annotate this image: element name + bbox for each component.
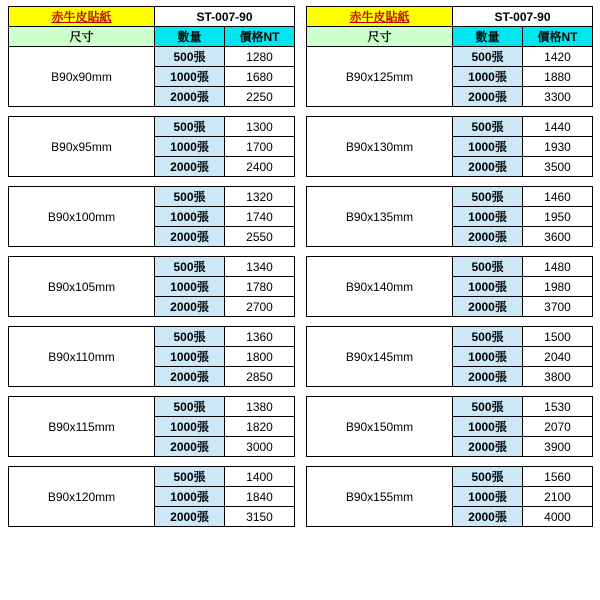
size-cell: B90x105mm [9, 257, 155, 317]
price-cell: 1980 [523, 277, 593, 297]
size-cell: B90x100mm [9, 187, 155, 247]
brand-title: 赤牛皮貼紙 [9, 7, 155, 27]
quantity-cell: 1000張 [155, 137, 225, 157]
price-table [306, 186, 593, 247]
quantity-cell: 1000張 [453, 417, 523, 437]
price-cell: 1420 [523, 47, 593, 67]
price-cell: 2700 [225, 297, 295, 317]
price-cell: 1840 [225, 487, 295, 507]
size-cell: B90x120mm [9, 467, 155, 527]
table-row [9, 467, 295, 487]
brand-title: 赤牛皮貼紙 [307, 7, 453, 27]
size-cell: B90x130mm [307, 117, 453, 177]
price-cell: 1880 [523, 67, 593, 87]
quantity-cell: 1000張 [453, 277, 523, 297]
quantity-cell: 500張 [453, 397, 523, 417]
size-cell: B90x140mm [307, 257, 453, 317]
price-cell: 1360 [225, 327, 295, 347]
size-cell: B90x95mm [9, 117, 155, 177]
price-table [8, 396, 295, 457]
size-cell: B90x110mm [9, 327, 155, 387]
price-cell: 2400 [225, 157, 295, 177]
price-cell: 3800 [523, 367, 593, 387]
size-cell: B90x125mm [307, 47, 453, 107]
column-header-size: 尺寸 [9, 27, 155, 47]
price-list-right-column [306, 6, 592, 536]
price-cell: 1560 [523, 467, 593, 487]
table-title-row [9, 7, 295, 27]
quantity-cell: 1000張 [155, 417, 225, 437]
price-list-left-column [8, 6, 294, 536]
price-cell: 1530 [523, 397, 593, 417]
price-table [306, 396, 593, 457]
quantity-cell: 500張 [453, 47, 523, 67]
quantity-cell: 1000張 [155, 67, 225, 87]
quantity-cell: 2000張 [453, 157, 523, 177]
column-header-size: 尺寸 [307, 27, 453, 47]
price-cell: 4000 [523, 507, 593, 527]
price-table [306, 256, 593, 317]
quantity-cell: 1000張 [155, 207, 225, 227]
quantity-cell: 500張 [155, 257, 225, 277]
table-row [307, 467, 593, 487]
table-row [9, 187, 295, 207]
quantity-cell: 500張 [453, 257, 523, 277]
price-cell: 1950 [523, 207, 593, 227]
table-row [9, 327, 295, 347]
price-cell: 2040 [523, 347, 593, 367]
price-cell: 1340 [225, 257, 295, 277]
quantity-cell: 2000張 [155, 227, 225, 247]
price-cell: 1460 [523, 187, 593, 207]
table-row [9, 257, 295, 277]
quantity-cell: 2000張 [155, 87, 225, 107]
quantity-cell: 500張 [453, 467, 523, 487]
size-cell: B90x155mm [307, 467, 453, 527]
quantity-cell: 1000張 [155, 347, 225, 367]
quantity-cell: 2000張 [453, 367, 523, 387]
size-cell: B90x145mm [307, 327, 453, 387]
column-header-price: 價格NT [523, 27, 593, 47]
quantity-cell: 500張 [453, 187, 523, 207]
column-header-quantity: 數量 [453, 27, 523, 47]
price-table [8, 326, 295, 387]
price-cell: 2070 [523, 417, 593, 437]
price-cell: 1820 [225, 417, 295, 437]
quantity-cell: 1000張 [453, 67, 523, 87]
table-header-row [9, 27, 295, 47]
price-table [8, 186, 295, 247]
price-cell: 3600 [523, 227, 593, 247]
quantity-cell: 1000張 [453, 137, 523, 157]
quantity-cell: 1000張 [453, 207, 523, 227]
product-code: ST-007-90 [453, 7, 593, 27]
price-cell: 1740 [225, 207, 295, 227]
price-cell: 1280 [225, 47, 295, 67]
table-row [9, 397, 295, 417]
size-cell: B90x150mm [307, 397, 453, 457]
price-cell: 1680 [225, 67, 295, 87]
table-row [307, 47, 593, 67]
table-row [9, 117, 295, 137]
table-row [307, 117, 593, 137]
quantity-cell: 500張 [155, 397, 225, 417]
product-code: ST-007-90 [155, 7, 295, 27]
price-cell: 3900 [523, 437, 593, 457]
price-cell: 1930 [523, 137, 593, 157]
quantity-cell: 500張 [453, 327, 523, 347]
quantity-cell: 2000張 [155, 157, 225, 177]
table-title-row [307, 7, 593, 27]
quantity-cell: 500張 [155, 47, 225, 67]
price-cell: 3300 [523, 87, 593, 107]
price-cell: 1800 [225, 347, 295, 367]
quantity-cell: 500張 [453, 117, 523, 137]
quantity-cell: 2000張 [453, 507, 523, 527]
quantity-cell: 500張 [155, 327, 225, 347]
price-cell: 2550 [225, 227, 295, 247]
quantity-cell: 500張 [155, 117, 225, 137]
quantity-cell: 1000張 [453, 347, 523, 367]
quantity-cell: 2000張 [453, 297, 523, 317]
price-table [306, 6, 593, 107]
quantity-cell: 2000張 [453, 437, 523, 457]
table-row [307, 257, 593, 277]
price-table [306, 326, 593, 387]
price-cell: 2850 [225, 367, 295, 387]
quantity-cell: 500張 [155, 187, 225, 207]
quantity-cell: 2000張 [155, 437, 225, 457]
price-table [306, 466, 593, 527]
column-header-price: 價格NT [225, 27, 295, 47]
price-cell: 3000 [225, 437, 295, 457]
price-cell: 1400 [225, 467, 295, 487]
quantity-cell: 2000張 [155, 367, 225, 387]
price-cell: 1500 [523, 327, 593, 347]
price-cell: 3150 [225, 507, 295, 527]
price-table [306, 116, 593, 177]
table-row [9, 47, 295, 67]
price-cell: 3500 [523, 157, 593, 177]
size-cell: B90x115mm [9, 397, 155, 457]
price-cell: 2100 [523, 487, 593, 507]
price-cell: 1700 [225, 137, 295, 157]
table-header-row [307, 27, 593, 47]
price-list-columns [8, 6, 592, 536]
table-row [307, 327, 593, 347]
column-header-quantity: 數量 [155, 27, 225, 47]
quantity-cell: 1000張 [155, 487, 225, 507]
price-cell: 2250 [225, 87, 295, 107]
price-table [8, 6, 295, 107]
quantity-cell: 1000張 [453, 487, 523, 507]
table-row [307, 397, 593, 417]
price-cell: 1780 [225, 277, 295, 297]
price-cell: 1380 [225, 397, 295, 417]
table-row [307, 187, 593, 207]
price-table [8, 256, 295, 317]
quantity-cell: 2000張 [453, 87, 523, 107]
price-table [8, 116, 295, 177]
quantity-cell: 2000張 [155, 297, 225, 317]
size-cell: B90x135mm [307, 187, 453, 247]
price-cell: 3700 [523, 297, 593, 317]
price-cell: 1300 [225, 117, 295, 137]
price-cell: 1320 [225, 187, 295, 207]
price-cell: 1440 [523, 117, 593, 137]
quantity-cell: 2000張 [453, 227, 523, 247]
price-cell: 1480 [523, 257, 593, 277]
quantity-cell: 500張 [155, 467, 225, 487]
quantity-cell: 2000張 [155, 507, 225, 527]
price-table [8, 466, 295, 527]
quantity-cell: 1000張 [155, 277, 225, 297]
size-cell: B90x90mm [9, 47, 155, 107]
